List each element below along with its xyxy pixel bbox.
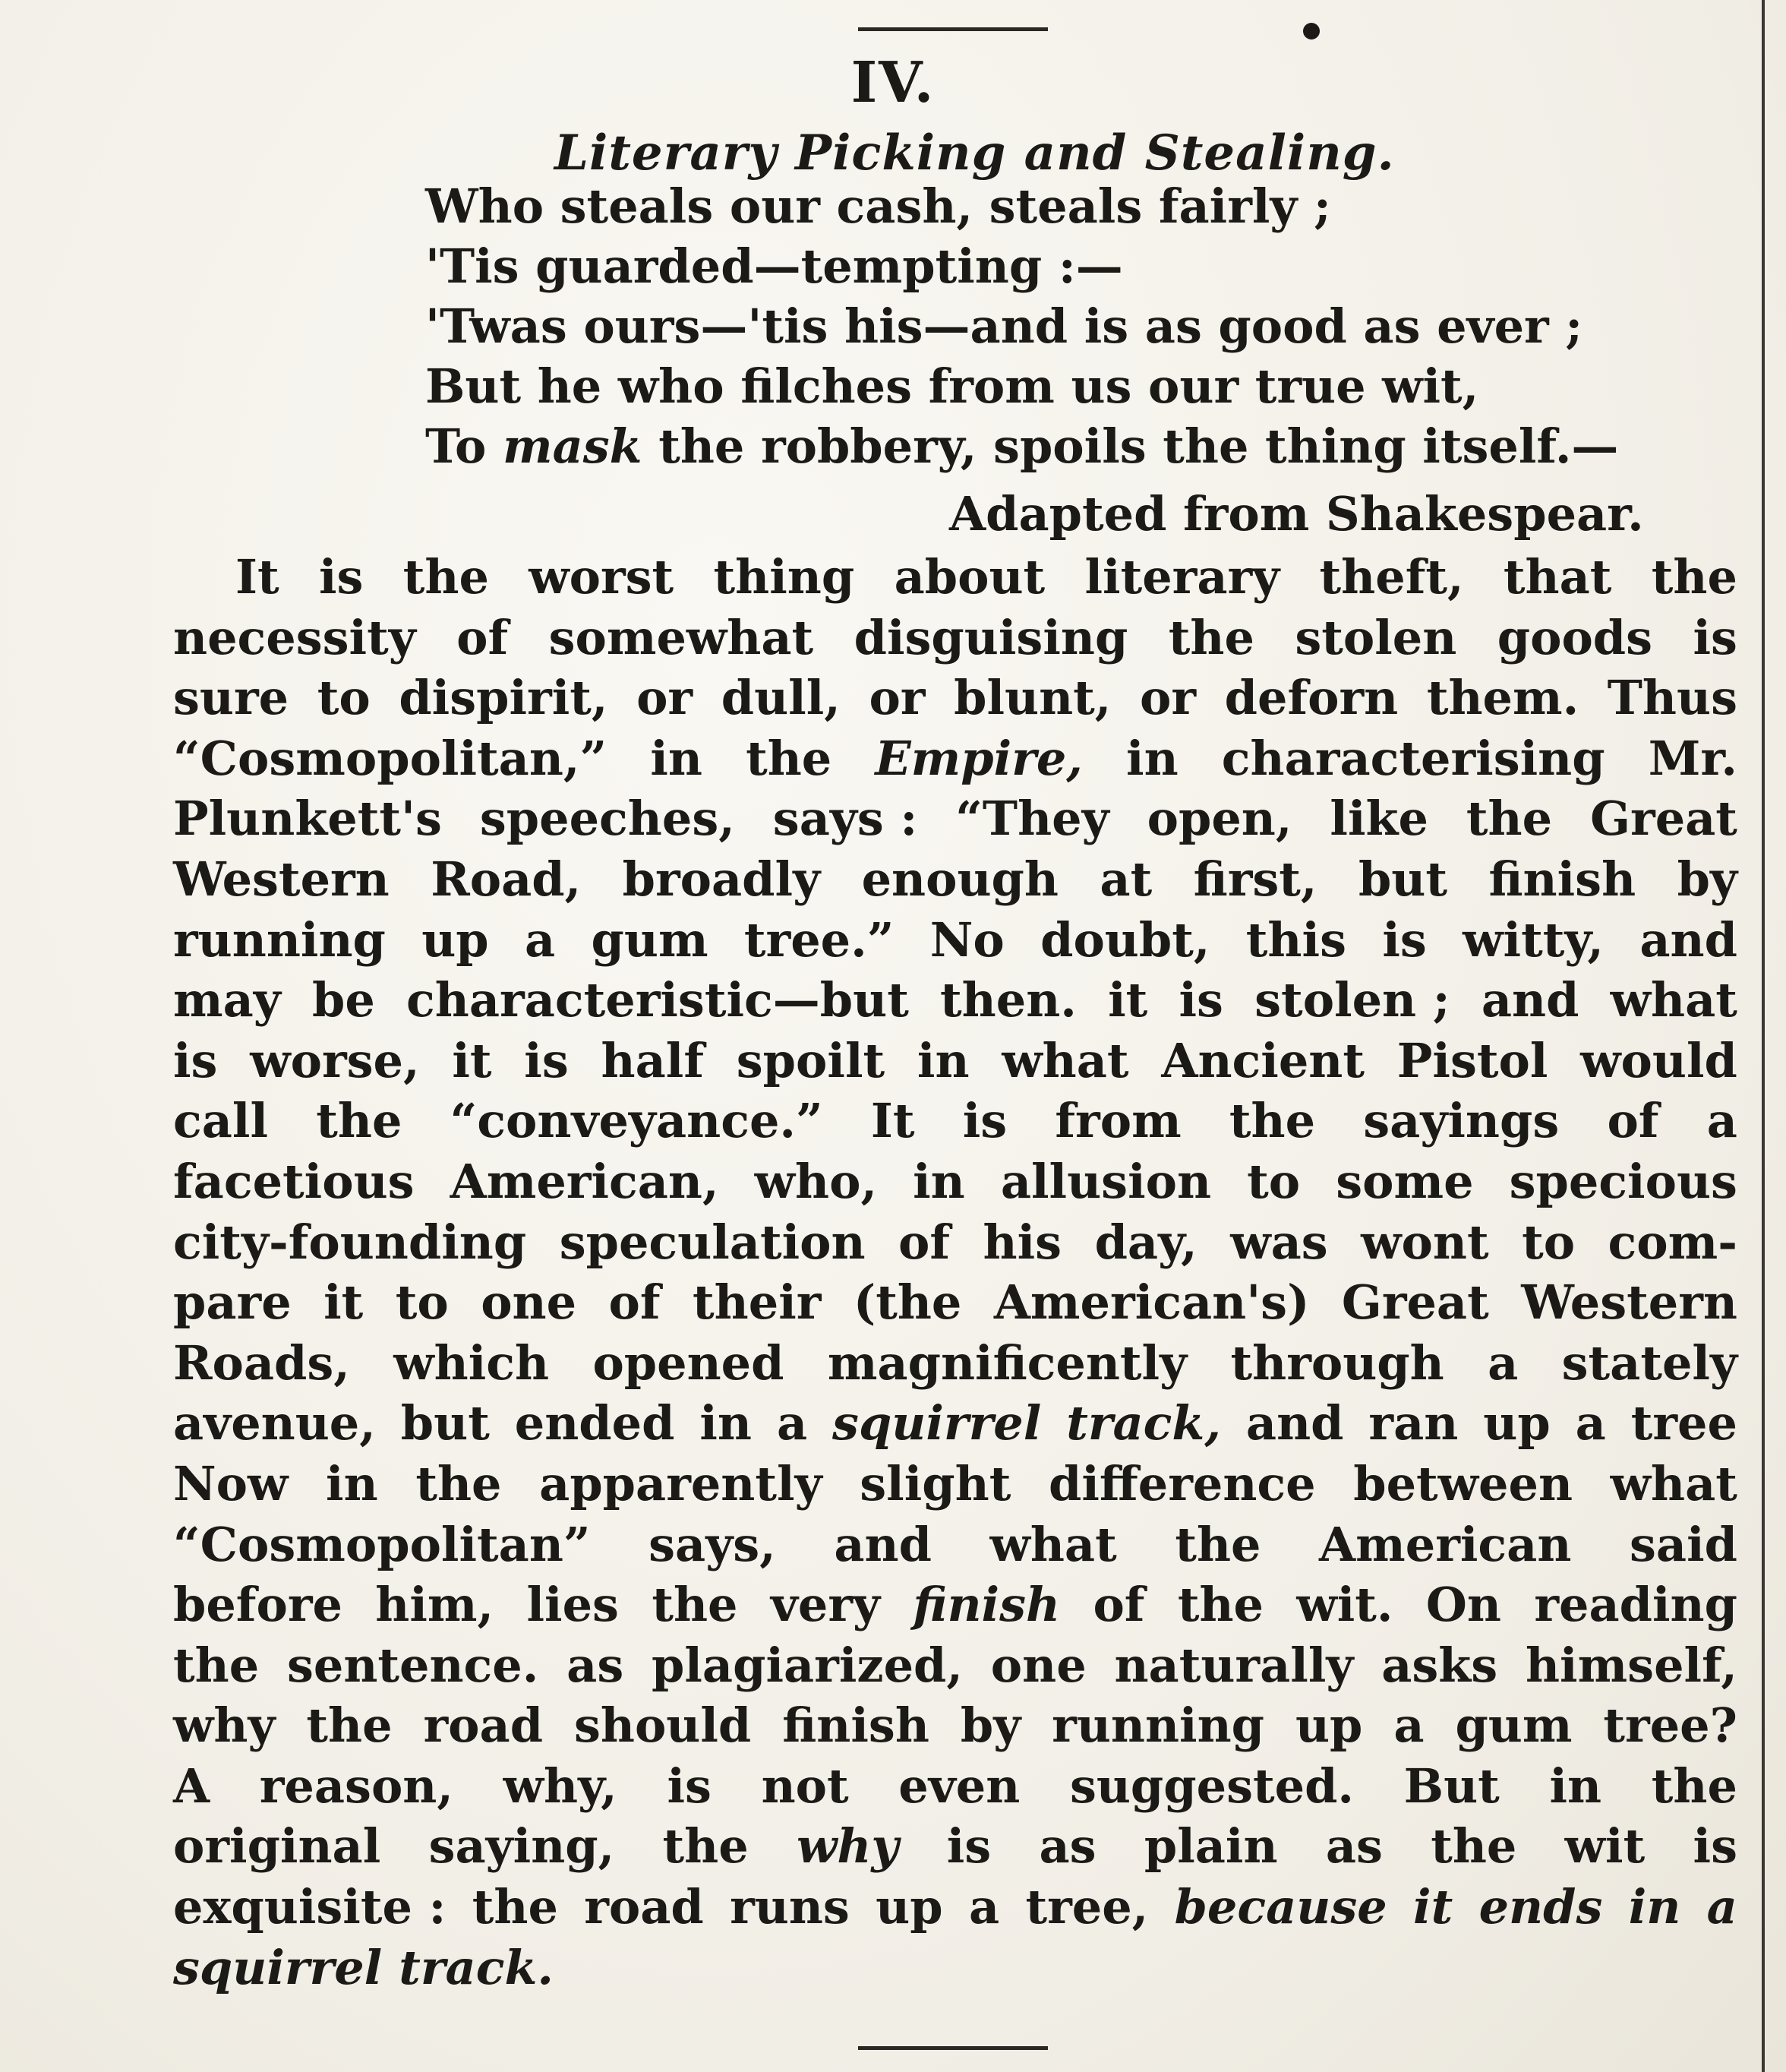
body-word: Now	[173, 1455, 289, 1511]
body-word: suggested.	[1069, 1758, 1355, 1814]
body-word: characterising	[1221, 730, 1605, 786]
body-word: which	[393, 1334, 550, 1391]
body-word: is	[173, 1032, 218, 1088]
body-word: reading	[1534, 1577, 1737, 1633]
body-word: the	[1651, 549, 1737, 605]
body-word: of	[898, 1214, 951, 1270]
body-word: call	[173, 1093, 269, 1149]
verse-line: Who steals our cash, steals fairly ;	[425, 178, 1331, 234]
body-word: from	[1055, 1093, 1182, 1149]
body-word: American's)	[993, 1274, 1310, 1331]
body-word: American	[1319, 1516, 1572, 1572]
body-line	[173, 1756, 1737, 1817]
body-word: squirrel	[832, 1395, 1042, 1451]
body-word: what	[1610, 1455, 1737, 1511]
body-word: Great	[1590, 791, 1737, 847]
body-word: to	[317, 670, 371, 726]
body-word: by	[1677, 851, 1737, 907]
body-word: necessity	[173, 609, 416, 665]
body-word: and	[1245, 1395, 1344, 1451]
epigraph-attribution: Adapted from Shakespear.	[949, 486, 1644, 542]
body-word: is	[1693, 609, 1737, 665]
body-word: speculation	[559, 1214, 866, 1270]
epigraph-verse	[425, 176, 1618, 476]
body-word: it	[1413, 1879, 1453, 1935]
body-word: tree	[1630, 1395, 1737, 1451]
body-line	[173, 1816, 1737, 1877]
body-word: “Cosmopolitan,”	[173, 730, 607, 786]
body-word: is	[667, 1758, 712, 1814]
body-word: finish	[913, 1577, 1061, 1633]
body-word: ran	[1368, 1395, 1459, 1451]
body-word: like	[1330, 791, 1428, 847]
body-word: says,	[648, 1516, 776, 1572]
body-word: magnificently	[827, 1334, 1188, 1391]
body-word: the	[1466, 791, 1553, 847]
verse-line: To mask the robbery, spoils the thing itself.—	[425, 419, 1619, 474]
body-word: witty,	[1463, 911, 1605, 968]
body-word: speeches,	[479, 791, 735, 847]
article-title: Literary Picking and Stealing.	[554, 125, 1395, 182]
body-word: the	[662, 1818, 749, 1875]
body-word: lies	[526, 1577, 619, 1633]
body-word: before	[173, 1577, 342, 1633]
body-word: finish	[1488, 851, 1636, 907]
body-word: the	[402, 549, 489, 605]
body-word: “conveyance.”	[450, 1093, 823, 1149]
body-word: the	[472, 1879, 558, 1935]
body-word: stolen ;	[1254, 972, 1450, 1028]
body-line	[173, 1091, 1737, 1151]
body-word: as	[1039, 1818, 1097, 1875]
body-word: disguising	[854, 609, 1128, 665]
body-word: says :	[772, 791, 918, 847]
body-word: original	[173, 1818, 381, 1875]
body-word: not	[761, 1758, 849, 1814]
body-line	[173, 970, 1737, 1031]
body-line	[173, 1151, 1737, 1212]
body-word: Empire,	[875, 730, 1083, 786]
body-word: at	[1100, 851, 1153, 907]
body-word: them.	[1426, 670, 1579, 726]
body-word: is	[524, 1032, 569, 1088]
body-word: the	[1651, 1758, 1737, 1814]
section-numeral: IV.	[850, 50, 936, 115]
body-word: of	[608, 1274, 661, 1331]
body-word: Mr.	[1648, 730, 1737, 786]
body-word: as	[566, 1637, 624, 1693]
body-line	[173, 608, 1737, 668]
body-word: gum	[591, 911, 708, 968]
body-word: a	[1575, 1395, 1606, 1451]
body-word: is	[946, 1818, 992, 1875]
body-word: a	[525, 911, 556, 968]
body-word: tree?	[1603, 1698, 1737, 1754]
body-word: finish	[782, 1698, 929, 1754]
body-word: a	[968, 1879, 1000, 1935]
body-line	[173, 1938, 1737, 1998]
body-word: broadly	[622, 851, 821, 907]
body-word: Ancient	[1161, 1032, 1365, 1088]
body-word: running	[1052, 1698, 1265, 1754]
body-word: road	[423, 1698, 544, 1754]
body-word: in	[1549, 1758, 1602, 1814]
body-word: or	[1140, 670, 1197, 726]
body-word: worse,	[250, 1032, 420, 1088]
body-word: in	[1126, 730, 1179, 786]
body-word: between	[1353, 1455, 1573, 1511]
body-word: or	[869, 670, 926, 726]
body-word: the	[173, 1637, 260, 1693]
body-word: doubt,	[1040, 911, 1210, 968]
body-word: to	[395, 1274, 449, 1331]
body-word: day,	[1094, 1214, 1198, 1270]
body-line	[173, 1272, 1737, 1333]
body-word: But	[1403, 1758, 1500, 1814]
body-word: in	[326, 1455, 378, 1511]
body-line	[173, 1635, 1737, 1696]
body-word: even	[898, 1758, 1021, 1814]
body-word: Great	[1341, 1274, 1489, 1331]
body-word: by	[960, 1698, 1021, 1754]
body-word: but	[1358, 851, 1448, 907]
body-word: the	[1175, 1516, 1261, 1572]
body-word: a	[1393, 1698, 1425, 1754]
body-word: and	[1639, 911, 1737, 968]
body-word: may	[173, 972, 281, 1028]
body-word: A	[173, 1758, 210, 1814]
body-word: road	[584, 1879, 704, 1935]
body-word: sentence.	[286, 1637, 539, 1693]
body-line	[173, 668, 1737, 728]
verse-line: 'Tis guarded—tempting :—	[425, 238, 1123, 294]
body-line	[173, 1454, 1737, 1515]
body-word: It	[870, 1093, 915, 1149]
body-word: somewhat	[548, 609, 814, 665]
body-word: would	[1580, 1032, 1737, 1088]
body-word: exquisite :	[173, 1879, 446, 1935]
body-word: opened	[592, 1334, 784, 1391]
body-word: Western	[173, 851, 390, 907]
body-word: the	[316, 1093, 402, 1149]
body-word: “They	[955, 791, 1109, 847]
body-word: because	[1174, 1879, 1387, 1935]
body-word: their	[693, 1274, 822, 1331]
body-word: then.	[940, 972, 1077, 1028]
body-word: a	[1706, 1093, 1737, 1149]
body-word: why	[173, 1698, 276, 1754]
body-word: pare	[173, 1274, 292, 1331]
body-word: Thus	[1607, 670, 1737, 726]
body-word: the	[1168, 609, 1254, 665]
body-word: Pistol	[1396, 1032, 1548, 1088]
body-word: in	[917, 1032, 970, 1088]
body-word: of	[1093, 1577, 1145, 1633]
body-word: open,	[1147, 791, 1292, 847]
body-word: dull,	[721, 670, 841, 726]
body-word: spoilt	[736, 1032, 885, 1088]
body-word: why	[796, 1818, 899, 1875]
body-word: the	[1431, 1818, 1517, 1875]
body-word: about	[894, 549, 1046, 605]
body-word: was	[1230, 1214, 1328, 1270]
body-word: naturally	[1114, 1637, 1354, 1693]
body-word: Plunkett's	[173, 791, 442, 847]
body-word: thing	[713, 549, 855, 605]
body-word: specious	[1509, 1153, 1737, 1209]
body-word: deforn	[1224, 670, 1399, 726]
body-word: American,	[450, 1153, 719, 1209]
body-word: first,	[1193, 851, 1317, 907]
body-word: that	[1503, 549, 1612, 605]
body-word: of	[1607, 1093, 1659, 1149]
body-word: Western	[1521, 1274, 1737, 1331]
emphasized-word: mask	[502, 419, 642, 474]
body-word: (the	[853, 1274, 962, 1331]
body-word: him,	[375, 1577, 494, 1633]
body-word: but	[400, 1395, 490, 1451]
body-word: and	[834, 1516, 932, 1572]
body-word: what	[1610, 972, 1737, 1028]
body-word: his	[983, 1214, 1062, 1270]
body-word: saying,	[428, 1818, 615, 1875]
body-word: one	[481, 1274, 577, 1331]
body-line	[173, 1575, 1737, 1635]
body-word: is	[1382, 911, 1427, 968]
body-line	[173, 547, 1737, 608]
column-rule	[1762, 0, 1765, 2072]
body-word: the	[1177, 1577, 1264, 1633]
body-word: tree,	[1025, 1879, 1149, 1935]
body-word: It	[235, 549, 279, 605]
body-word: blunt,	[954, 670, 1112, 726]
body-word: a	[776, 1395, 808, 1451]
body-word: characteristic—but	[406, 972, 909, 1028]
verse-line: 'Twas ours—'tis his—and is as good as ever ;	[425, 298, 1583, 354]
body-word: plain	[1144, 1818, 1278, 1875]
body-word: the	[746, 730, 832, 786]
body-word: should	[573, 1698, 752, 1754]
body-word: facetious	[173, 1153, 415, 1209]
bottom-divider-rule	[858, 2046, 1048, 2050]
ink-dot	[1303, 23, 1320, 39]
body-word: com-	[1608, 1214, 1737, 1270]
body-word: the	[306, 1698, 393, 1754]
body-word: to	[1522, 1214, 1576, 1270]
body-word: be	[312, 972, 375, 1028]
body-word: apparently	[539, 1455, 822, 1511]
body-word: sure	[173, 670, 289, 726]
body-word: gum	[1455, 1698, 1573, 1754]
body-word: slight	[860, 1455, 1011, 1511]
body-word: the	[415, 1455, 502, 1511]
body-line	[173, 1031, 1737, 1091]
body-word: avenue,	[173, 1395, 376, 1451]
body-word: is	[962, 1093, 1008, 1149]
body-line	[173, 1877, 1737, 1938]
body-word: the	[652, 1577, 738, 1633]
article-body	[173, 547, 1737, 1998]
body-word: half	[601, 1032, 705, 1088]
body-word: in	[1628, 1879, 1681, 1935]
body-word: stolen	[1295, 609, 1457, 665]
body-word: or	[636, 670, 693, 726]
body-word: plagiarized,	[652, 1637, 963, 1693]
body-word: who,	[754, 1153, 878, 1209]
body-word: very	[770, 1577, 881, 1633]
body-word: it	[452, 1032, 492, 1088]
body-word: as	[1325, 1818, 1383, 1875]
body-word: ended	[514, 1395, 675, 1451]
body-word: theft,	[1319, 549, 1464, 605]
body-word: No	[929, 911, 1005, 968]
body-line	[173, 728, 1737, 789]
body-word: enough	[861, 851, 1059, 907]
body-line	[173, 1333, 1737, 1394]
body-line	[173, 1515, 1737, 1575]
body-word: city-founding	[173, 1214, 527, 1270]
body-word: in	[913, 1153, 965, 1209]
body-line	[173, 849, 1737, 910]
body-line	[173, 1393, 1737, 1454]
body-word: “Cosmopolitan”	[173, 1516, 591, 1572]
body-word: what	[1002, 1032, 1129, 1088]
body-word: one	[990, 1637, 1087, 1693]
body-word: some	[1336, 1153, 1474, 1209]
body-word: sayings	[1363, 1093, 1560, 1149]
body-word: literary	[1084, 549, 1280, 605]
body-word: running	[173, 911, 386, 968]
body-word: a	[1706, 1879, 1737, 1935]
body-word: it	[1108, 972, 1148, 1028]
body-word: reason,	[259, 1758, 453, 1814]
top-divider-rule	[858, 27, 1048, 31]
verse-line: But he who filches from us our true wit,	[425, 358, 1479, 414]
body-word: Roads,	[173, 1334, 350, 1391]
body-word: in	[650, 730, 702, 786]
body-word: said	[1629, 1516, 1737, 1572]
body-word: up	[876, 1879, 943, 1935]
body-word: tree.”	[743, 911, 895, 968]
body-word: why,	[503, 1758, 617, 1814]
body-word: wont	[1361, 1214, 1489, 1270]
body-word: squirrel	[173, 1939, 383, 1995]
body-word: himself,	[1525, 1637, 1737, 1693]
body-word: it	[323, 1274, 364, 1331]
body-word: dispirit,	[399, 670, 608, 726]
body-word: ends	[1478, 1879, 1603, 1935]
body-word: is	[1179, 972, 1223, 1028]
body-line	[173, 1695, 1737, 1756]
body-word: up	[421, 911, 489, 968]
body-word: track,	[1066, 1395, 1221, 1451]
body-word: track.	[399, 1939, 554, 1995]
body-word: difference	[1048, 1455, 1316, 1511]
body-word: is	[1693, 1818, 1737, 1875]
body-word: in	[699, 1395, 753, 1451]
body-word: to	[1247, 1153, 1301, 1209]
body-word: wit.	[1296, 1577, 1393, 1633]
body-word: and	[1481, 972, 1579, 1028]
body-word: runs	[730, 1879, 850, 1935]
body-word: On	[1425, 1577, 1501, 1633]
body-word: of	[456, 609, 509, 665]
body-line	[173, 1212, 1737, 1273]
body-word: Road,	[431, 851, 582, 907]
body-line	[173, 788, 1737, 849]
body-word: a	[1488, 1334, 1519, 1391]
body-word: is	[318, 549, 364, 605]
body-word: goods	[1497, 609, 1653, 665]
body-word: the	[1229, 1093, 1316, 1149]
body-word: stately	[1561, 1334, 1737, 1391]
body-word: allusion	[1000, 1153, 1212, 1209]
body-word: up	[1483, 1395, 1551, 1451]
body-line	[173, 910, 1737, 971]
body-word: what	[989, 1516, 1117, 1572]
body-word: this	[1245, 911, 1346, 968]
body-word: wit	[1564, 1818, 1646, 1875]
body-word: worst	[529, 549, 674, 605]
body-word: up	[1295, 1698, 1363, 1754]
body-word: asks	[1381, 1637, 1498, 1693]
body-word: through	[1230, 1334, 1444, 1391]
